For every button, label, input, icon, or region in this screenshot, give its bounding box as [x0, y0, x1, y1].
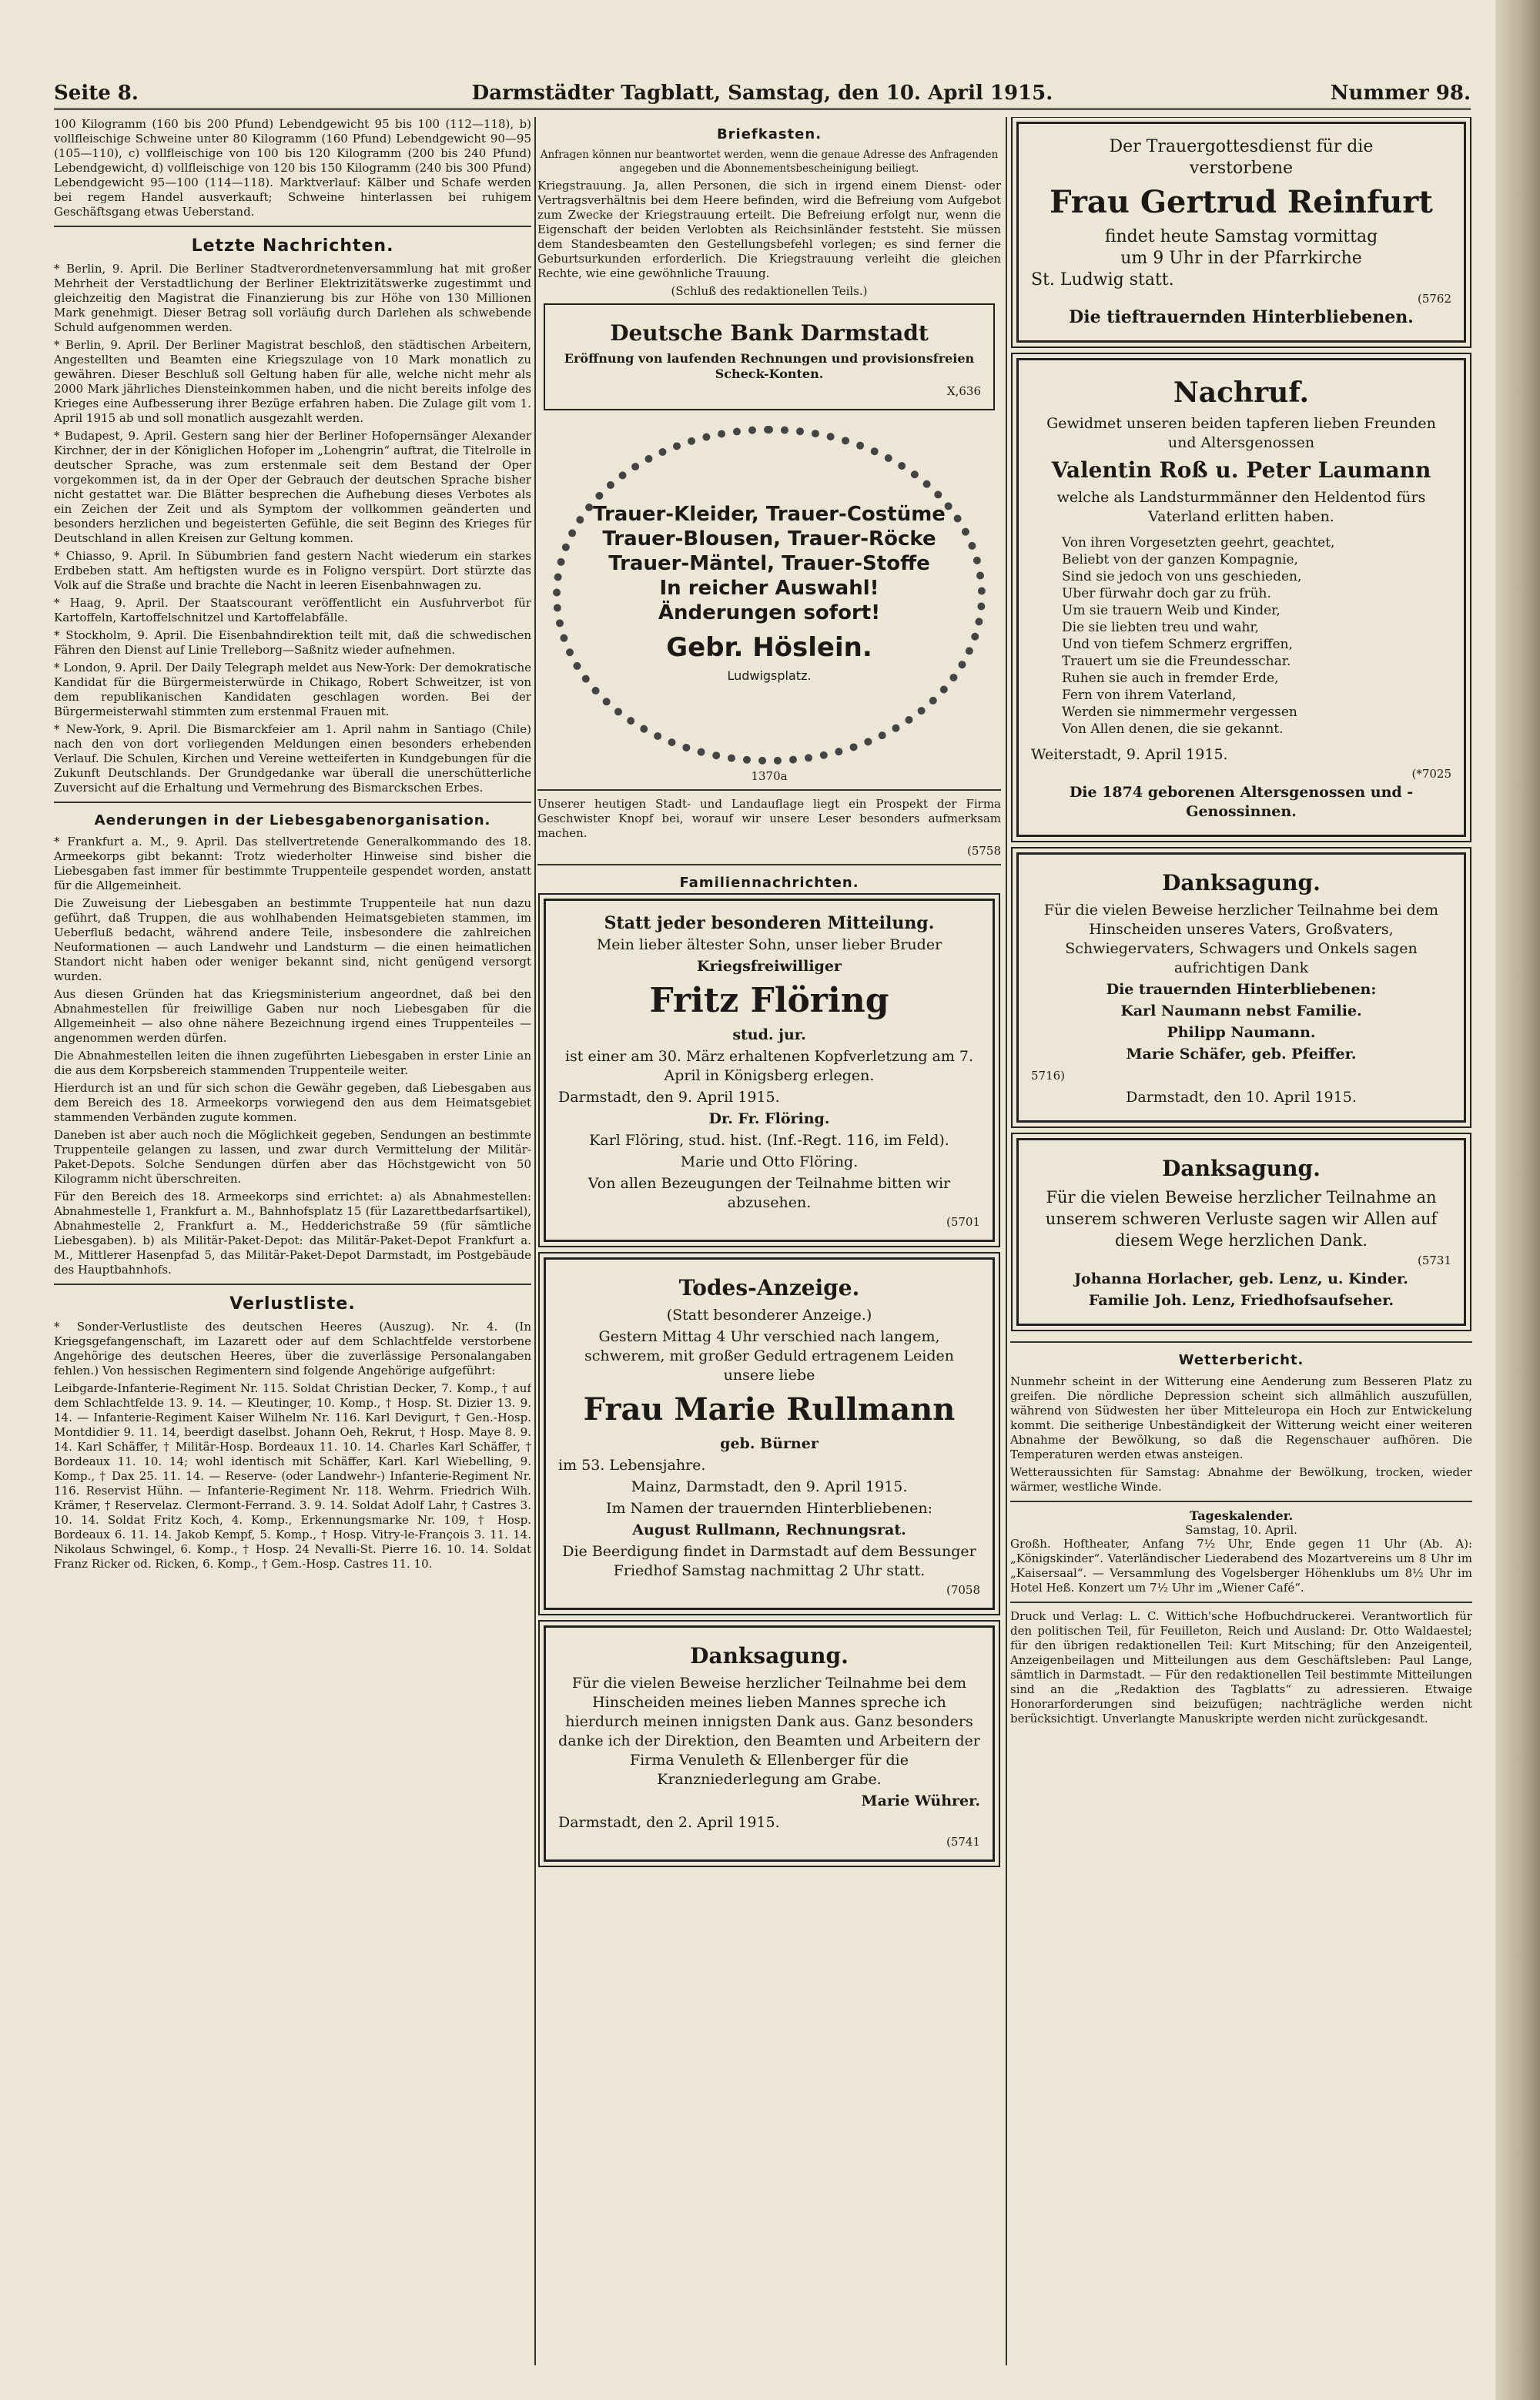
notice-text: Gestern Mittag 4 Uhr verschied nach langem, schwerem, mit großer Geduld ertragenem Leiden unsere liebe [584, 1328, 955, 1384]
calendar-heading: Tageskalender. [1189, 1508, 1294, 1523]
news-item: * Berlin, 9. April. Die Berliner Stadtverordnetenversammlung hat mit großer Mehrheit der Verstadtlichung der Berliner Elektrizitätswerke zugestimmt und gleichzeitig den Magistrat die Finanzierung bis zur Höhe von 130 Millionen Mark genehmigt. Dieser Betrag soll vorläufig durch Darlehen als schwebende Schuld aufgenommen werden. [54, 262, 531, 334]
changes-paragraph: Die Zuweisung der Liebesgaben an bestimmte Truppenteile hat nun dazu geführt, daß Truppen, die aus wohlhabenden Heimatsgebieten stammen, im Ueberfluß bedacht, während andere Teile, insbesondere die zahlreichen Neuformationen — auch Landwehr und Landsturm — die einen heimatlichen Standort nicht haben oder weniger bekannt sind, nicht genügend versorgt wurden. [54, 896, 531, 983]
divider [1010, 1501, 1472, 1502]
issue-number: Nummer 98. [1330, 82, 1471, 105]
page-edge-shadow [1495, 0, 1540, 2400]
maiden-name: geb. Bürner [720, 1435, 819, 1452]
thanks-horlacher [1016, 1138, 1466, 1326]
mourning-clothes-ad [553, 426, 986, 765]
calendar-entries: Großh. Hoftheater, Anfang 7½ Uhr, Ende gegen 11 Uhr (Ab. A): „Königskinder“. Vaterländischer Liederabend des Mozartvereins um 8 Uhr im „Kaisersaal“. — Versammlung des Vogelsberger Höhenklubs um 8½ Uhr im Hotel Heß. Konzert um 7½ Uhr im „Wiener Café“. [1010, 1537, 1472, 1595]
divider [1010, 1341, 1472, 1343]
news-item: * Chiasso, 9. April. In Sübumbrien fand gestern Nacht wiederum ein starkes Erdbeben statt. Am heftigsten wurde es in Foligno verspürt. Dort stürzte das Volk auf die Straße und brachte die Nacht in leeren Eisenbahnwagen zu. [54, 549, 531, 592]
deceased-name: Fritz Flöring [649, 981, 889, 1020]
thanks-wuhrer [544, 1625, 995, 1862]
verse-line: Fern von ihrem Vaterland, [1062, 688, 1237, 703]
casualty-paragraph: Leibgarde-Infanterie-Regiment Nr. 115. Soldat Christian Decker, 7. Komp., † auf dem Schlachtfelde 13. 9. 14. — Kleutinger, 10. Komp., † Hosp. St. Dizier 13. 9. 14. — Infanterie-Regiment Kaiser Wilhelm Nr. 116. Karl Devigurt, † Gen.-Hosp. Montdidier 9. 11. 14, beerdigt daselbst. Johann Oeh, Rekrut, † Hosp. Maye 8. 9. 14. Karl Schäffer, † Militär-Hosp. Bordeaux 11. 10. 14. Charles Karl Schäffer, † Bordeaux 11. 10. 14; wohl identisch mit Schäffer, Karl. Karl Wiebelling, 9. Komp., † Dax 25. 11. 14. — Reserve- (oder Landwehr-) Infanterie-Regiment Nr. 116. Reservist Hühn. — Infanterie-Regiment Nr. 118. Wehrm. Friedrich Wilh. Krämer, † Reservelaz. Clermont-Ferrand. 3. 9. 14. Soldat Adolf Lahr, † Castres 3. 10. 14. Soldat Fritz Koch, 4. Komp., Erkennungsmarke Nr. 109, † Hosp. Bordeaux 6. 11. 14. Jakob Kempf, 5. Komp., † Hosp. Vitry-le-François 3. 11. 14. Nikolaus Schwingel, 6. Komp., † Hosp. 24 Nevalli-St. Pierre 16. 10. 14. Soldat Franz Ricker od. Ricken, 6. Komp., † Gem.-Hosp. Castres 11. 10. [54, 1381, 531, 1571]
notice-head: Danksagung. [1162, 870, 1321, 895]
signature: August Rullmann, Rechnungsrat. [632, 1521, 906, 1538]
memorial-verse [1062, 534, 1421, 738]
ad-firm-name: Gebr. Höslein. [666, 632, 872, 663]
verse-line: Ruhen sie auch in fremder Erde, [1062, 671, 1279, 686]
signature: Marie Wührer. [861, 1792, 980, 1809]
editorial-end-note: (Schluß des redaktionellen Teils.) [671, 284, 868, 298]
divider [54, 1284, 531, 1285]
notice-sub: (Statt besonderer Anzeige.) [666, 1307, 872, 1324]
column-middle [537, 117, 1001, 2365]
calendar-date: Samstag, 10. April. [1185, 1523, 1297, 1537]
column-right [1010, 117, 1472, 2365]
notice-intro: Mein lieber ältester Sohn, unser lieber Bruder [596, 936, 942, 953]
notice-place-date: Mainz, Darmstadt, den 9. April 1915. [631, 1478, 908, 1495]
changes-paragraph: Die Abnahmestellen leiten die ihnen zugeführten Liebesgaben in erster Linie an die aus dem Korpsbereich stammenden Truppenteile weiter. [54, 1049, 531, 1077]
ad-reference: (5762 [1417, 292, 1451, 306]
divider [537, 789, 1001, 791]
memorial-reinfurt [1016, 122, 1466, 343]
signature: Familie Joh. Lenz, Friedhofsaufseher. [1088, 1292, 1394, 1309]
ad-line: Trauer-Mäntel, Trauer-Stoffe [608, 552, 930, 575]
family-news-heading: Familiennachrichten. [679, 875, 859, 891]
divider [1010, 1602, 1472, 1603]
verse-line: Trauert um sie die Freundesschar. [1062, 654, 1291, 669]
mourners-label: Im Namen der trauernden Hinterbliebenen: [605, 1500, 933, 1517]
changes-paragraph: Für den Bereich des 18. Armeekorps sind errichtet: a) als Abnahmestellen: Abnahmestelle 1, Frankfurt a. M., Bahnhofsplatz 15 (für Lazarettbedarfsartikel), Abnahmestelle 2, Frankfurt a. M., Hedderichstraße 59 (für sämtliche Liebesgaben). b) als Militär-Paket-Depot: das Militär-Paket-Depot Frankfurt a. M., Mittlerer Hasenpfad 5, das Militär-Paket-Depot Darmstadt, im Postgebäude des Hauptbahnhofs. [54, 1190, 531, 1277]
notice-line: St. Ludwig statt. [1031, 270, 1174, 290]
ad-reference: (5758 [966, 844, 1001, 858]
deceased-name: Frau Marie Rullmann [583, 1391, 956, 1428]
ad-line: Trauer-Blousen, Trauer-Röcke [602, 527, 936, 551]
page-header [54, 77, 1471, 108]
verse-line: Uber fürwahr doch gar zu früh. [1062, 586, 1271, 601]
news-item: * New-York, 9. April. Die Bismarckfeier am 1. April nahm in Santiago (Chile) nach den von dort vorliegenden Meldungen einen besonders erhebenden Verlauf. Die Schulen, Kirchen und Vereine wetteiferten in Kundgebungen für die Zukunft Deutschlands. Der Grundgedanke war überall die unerschütterliche Zuversicht auf die Erhaltung und Vermehrung des Bismarckschen Erbes. [54, 722, 531, 795]
mailbox-heading: Briefkasten. [716, 126, 822, 142]
deceased-title: stud. jur. [732, 1026, 806, 1043]
notice-head: Danksagung. [1162, 1156, 1321, 1181]
casualty-paragraph: * Sonder-Verlustliste des deutschen Heeres (Auszug). Nr. 4. (In Kriegsgefangenschaft, im Lazarett oder auf dem Schlachtfelde verstorbene Angehörige des deutschen Heeres, über die zuverlässige Personalangaben fehlen.) Von hessischen Regimentern sind folgende Angehörige aufgeführt: [54, 1320, 531, 1377]
ad-reference: (7058 [946, 1583, 980, 1597]
changes-paragraph: Aus diesen Gründen hat das Kriegsministerium angeordnet, daß bei den Abnahmestellen für freiwillige Gaben nur noch Liebesgaben für die Allgemeinheit — also ohne nähere Bezeichnung irgend eines Truppenteiles — angenommen werden dürfen. [54, 987, 531, 1045]
ad-line: In reicher Auswahl! [659, 577, 879, 600]
signature: Marie Schäfer, geb. Pfeiffer. [1126, 1046, 1357, 1063]
age: im 53. Lebensjahre. [558, 1457, 706, 1474]
notice-head: Statt jeder besonderen Mitteilung. [604, 913, 935, 933]
divider [54, 226, 531, 227]
masthead-line: Darmstädter Tagblatt, Samstag, den 10. April 1915. [471, 82, 1053, 105]
ad-reference: (5731 [1417, 1254, 1451, 1267]
mourners-label: Die trauernden Hinterbliebenen: [1106, 981, 1377, 998]
obituary-rullmann [544, 1257, 995, 1610]
verse-line: Und von tiefem Schmerz ergriffen, [1062, 637, 1293, 652]
notice-place-date: Darmstadt, den 10. April 1915. [1126, 1089, 1357, 1106]
signature: Karl Naumann nebst Familie. [1120, 1003, 1362, 1019]
deceased-name: Frau Gertrud Reinfurt [1050, 184, 1433, 220]
news-item: * London, 9. April. Der Daily Telegraph meldet aus New-York: Der demokratische Kandidat für die Bürgermeisterwürde in Chikago, Robert Schweitzer, ist von dem republikanischen Kandidaten geschlagen worden. Bei der Bürgermeisterwahl stimmten zum erstenmal Frauen mit. [54, 661, 531, 718]
ad-reference: (5701 [946, 1215, 980, 1229]
obituary-floring [544, 899, 995, 1242]
notice-text: ist einer am 30. März erhaltenen Kopfverletzung am 7. April in Königsberg erlegen. [564, 1048, 974, 1084]
notice-request: Von allen Bezeugungen der Teilnahme bitten wir abzusehen. [588, 1175, 951, 1211]
verse-line: Sind sie jedoch von uns geschieden, [1062, 569, 1302, 584]
notice-text: Für die vielen Beweise herzlicher Teilnahme bei dem Hinscheiden meines lieben Mannes spreche ich hierdurch meinen innigsten Dank aus. Ganz besonders danke ich der Direktion, den Beamten und Arbeitern der Firma Venuleth & Ellenberger für die Kranzniederlegung am Grabe. [558, 1675, 980, 1788]
signature: Philipp Naumann. [1167, 1024, 1316, 1041]
news-item: * Budapest, 9. April. Gestern sang hier der Berliner Hofopernsänger Alexander Kirchner, der in der Königlichen Hofoper im „Lohengrin“ auftrat, die Titelrolle in deutscher Sprache, was zum erstenmale seit dem Bestand der Oper vorgekommen ist, da in der Oper der Gebrauch der deutschen Sprache bisher nicht gestattet war. Die Blätter besprechen die Aufhebung dieses Verbotes als ein Zeichen der Zeit und als Symptom der vollkommen geänderten und besonders herzlichen und begeisterten Gefühle, die seit Beginn des Krieges für Deutschland in allen Kreisen zur Geltung kommen. [54, 429, 531, 545]
bank-ad [544, 303, 995, 410]
notice-role: Kriegsfreiwilliger [697, 958, 842, 975]
verse-line: Werden sie nimmermehr vergessen [1062, 705, 1297, 720]
supplement-notice: Unserer heutigen Stadt- und Landauflage liegt ein Prospekt der Firma Geschwister Knopf bei, worauf wir unsere Leser besonders aufmerksam machen. [537, 797, 1001, 840]
casualty-list-heading: Verlustliste. [229, 1294, 356, 1314]
notice-text: welche als Landsturmmänner den Heldentod fürs Vaterland erlitten haben. [1056, 489, 1426, 525]
header-rule [54, 108, 1471, 112]
weather-heading: Wetterbericht. [1178, 1352, 1304, 1368]
latest-news-heading: Letzte Nachrichten. [191, 236, 394, 256]
notice-head: Nachruf. [1173, 377, 1310, 409]
notice-line: findet heute Samstag vormittag [1104, 227, 1378, 246]
divider [54, 802, 531, 803]
news-item: * Stockholm, 9. April. Die Eisenbahndirektion teilt mit, daß die schwedischen Fähren den Dienst auf Linie Trelleborg—Saßnitz wieder aufnehmen. [54, 628, 531, 657]
notice-text: Für die vielen Beweise herzlicher Teilnahme bei dem Hinscheiden unseres Vaters, Großvaters, Schwiegervaters, Schwagers und Onkels sagen aufrichtigen Dank [1043, 902, 1439, 976]
ad-reference: (5741 [946, 1835, 980, 1849]
notice-text: Für die vielen Beweise herzlicher Teilnahme an unserem schweren Verluste sagen wir Allen auf diesem Wege herzlichen Dank. [1045, 1188, 1438, 1250]
ad-reference: X,636 [946, 384, 981, 398]
page-number: Seite 8. [54, 82, 139, 105]
ad-line: Trauer-Kleider, Trauer-Costüme [593, 503, 946, 526]
changes-paragraph: * Frankfurt a. M., 9. April. Das stellvertretende Generalkommando des 18. Armeekorps gibt bekannt: Trotz wiederholter Hinweise sind bisher die Liebesgaben fast immer für bestimmte Truppenteile gespendet worden, anstatt für die Allgemeinheit. [54, 835, 531, 892]
thanks-naumann [1016, 852, 1466, 1123]
ad-reference: 1370a [751, 769, 788, 783]
market-report-tail: 100 Kilogramm (160 bis 200 Pfund) Lebendgewicht 95 bis 100 (112—118), b) vollfleischige Schweine unter 80 Kilogramm (160 Pfund) Lebendgewicht 90—95 (105—110), c) vollfleischige von 100 bis 120 Kilogramm (200 bis 240 Pfund) Lebendgewicht, d) vollfleischige von 120 bis 150 Kilogramm (240 bis 300 Pfund) Lebendgewicht 95—100 (114—118). Marktverlauf: Kälber und Schafe werden bei regem Handel ausverkauft; Schweine hinterlassen bei ruhigem Geschäftsgang etwas Ueberstand. [54, 117, 531, 219]
memorial-ross-laumann [1016, 358, 1466, 837]
column-rule-2 [1006, 117, 1007, 2365]
ad-reference: 5716) [1031, 1069, 1066, 1083]
news-item: * Berlin, 9. April. Der Berliner Magistrat beschloß, den städtischen Arbeitern, Angestellten und Beamten eine Kriegszulage von 10 Mark monatlich zu gewähren. Dieser Beschluß soll Geltung haben für alle, welche nicht mehr als 2000 Mark jährliches Diensteinkommen haben, und die nicht bereits infolge des Krieges eine Aufbesserung ihrer Bezüge erfahren haben. Die Zulage gilt vom 1. April 1915 ab und soll monatlich ausgezahlt werden. [54, 338, 531, 425]
verse-line: Von ihren Vorgesetzten geehrt, geachtet, [1062, 535, 1335, 551]
ad-reference: (*7025 [1411, 767, 1451, 781]
signature: Johanna Horlacher, geb. Lenz, u. Kinder. [1074, 1270, 1408, 1287]
changes-heading: Aenderungen in der Liebesgabenorganisation. [94, 812, 491, 828]
signature: Karl Flöring, stud. hist. (Inf.-Regt. 116, im Feld). [589, 1132, 949, 1149]
verse-line: Beliebt von der ganzen Kompagnie, [1062, 552, 1298, 567]
news-item: * Haag, 9. April. Der Staatscourant veröffentlicht ein Ausfuhrverbot für Kartoffeln, Kartoffelschnitzel und Kartoffelabfälle. [54, 596, 531, 624]
notice-line: verstorbene [1189, 159, 1294, 178]
notice-intro: Gewidmet unseren beiden tapferen lieben Freunden und Altersgenossen [1046, 415, 1436, 451]
changes-paragraph: Hierdurch ist an und für sich schon die Gewähr gegeben, daß Liebesgaben aus dem Bereich des 18. Armeekorps vorwiegend den aus dem Heimatsgebiet stammenden Verbänden zugute kommen. [54, 1081, 531, 1124]
bank-offer: Eröffnung von laufenden Rechnungen und provisionsfreien Scheck-Konten. [564, 351, 975, 381]
verse-line: Um sie trauern Weib und Kinder, [1062, 603, 1281, 618]
weather-forecast: Wetteraussichten für Samstag: Abnahme der Bewölkung, trocken, wieder wärmer, westliche Winde. [1010, 1465, 1472, 1494]
ad-line: Änderungen sofort! [658, 601, 881, 624]
imprint: Druck und Verlag: L. C. Wittich'sche Hofbuchdruckerei. Verantwortlich für den politischen Teil, für Feuilleton, Reich und Ausland: Dr. Otto Waldaestel; für den übrigen redaktionellen Teil: Kurt Mitsching; für den Anzeigenteil, Anzeigenbeilagen und Mitteilungen aus dem Geschäftsleben: Paul Lange, sämtlich in Darmstadt. — Für den redaktionellen Teil bestimmte Mitteilungen sind an die „Redaktion des Tagblatts“ zu adressieren. Etwaige Honorarforderungen sind beizufügen; nachträgliche werden nicht berücksichtigt. Unverlangte Manuskripte werden nicht zurückgesandt. [1010, 1609, 1472, 1726]
notice-line: Der Trauergottesdienst für die [1109, 137, 1374, 156]
mailbox-answer: Kriegstrauung. Ja, allen Personen, die sich in irgend einem Dienst- oder Vertragsverhältnis bei dem Heere befinden, wird die Befreiung vom Aufgebot zum Zwecke der Kriegstrauung erteilt. Die Befreiung erfolgt nur, wenn die Eigenschaft der beiden Verlobten als Reichsinländer feststeht. Sie müssen dem Standesbeamten den Gestellungsbefehl vorlegen; es sind ferner die Geburtsurkunden erforderlich. Die Kriegstrauung verleiht die gleichen Rechte, wie eine gewöhnliche Trauung. [537, 179, 1001, 280]
notice-head: Todes-Anzeige. [678, 1275, 860, 1300]
notice-place-date: Darmstadt, den 2. April 1915. [558, 1814, 780, 1831]
column-left [54, 117, 531, 2365]
signature: Die tieftrauernden Hinterbliebenen. [1069, 307, 1414, 327]
ad-address: Ludwigsplatz. [727, 668, 812, 683]
signature: Dr. Fr. Flöring. [708, 1110, 830, 1127]
changes-paragraph: Daneben ist aber auch noch die Möglichkeit gegeben, Sendungen an bestimmte Truppenteile gelangen zu lassen, und zwar durch Vermittelung der Militär-Paket-Depots. Solche Sendungen dürfen aber das Höchstgewicht von 50 Kilogramm nicht überschreiten. [54, 1128, 531, 1186]
signature: Marie und Otto Flöring. [680, 1153, 859, 1170]
verse-line: Die sie liebten treu und wahr, [1062, 620, 1260, 635]
notice-line: um 9 Uhr in der Pfarrkirche [1120, 249, 1362, 268]
notice-head: Danksagung. [690, 1643, 849, 1669]
signature: Die 1874 geborenen Altersgenossen und -Genossinnen. [1069, 784, 1414, 820]
burial-notice: Die Beerdigung findet in Darmstadt auf dem Bessunger Friedhof Samstag nachmittag 2 Uhr statt. [562, 1543, 976, 1579]
notice-place-date: Weiterstadt, 9. April 1915. [1031, 746, 1228, 763]
bank-name: Deutsche Bank Darmstadt [610, 320, 929, 346]
divider [537, 864, 1001, 865]
verse-line: Von Allen denen, die sie gekannt. [1062, 721, 1284, 737]
notice-place-date: Darmstadt, den 9. April 1915. [558, 1089, 780, 1106]
mailbox-note: Anfragen können nur beantwortet werden, wenn die genaue Adresse des Anfragenden angegeben und die Abonnementsbescheinigung beiliegt. [540, 149, 999, 175]
column-rule-1 [534, 117, 536, 2365]
deceased-names: Valentin Roß u. Peter Laumann [1051, 457, 1431, 483]
weather-text: Nunmehr scheint in der Witterung eine Aenderung zum Besseren Platz zu greifen. Die nördliche Depression scheint sich allmählich auszufüllen, während von Südwesten her über Mitteleuropa ein Hoch zur Entwickelung kommt. Die seitherige Unbeständigkeit der Witterung weicht einer weiteren Abnahme der Bewölkung, so daß die Regenschauer aufhören. Die Temperaturen werden etwas ansteigen. [1010, 1374, 1472, 1461]
